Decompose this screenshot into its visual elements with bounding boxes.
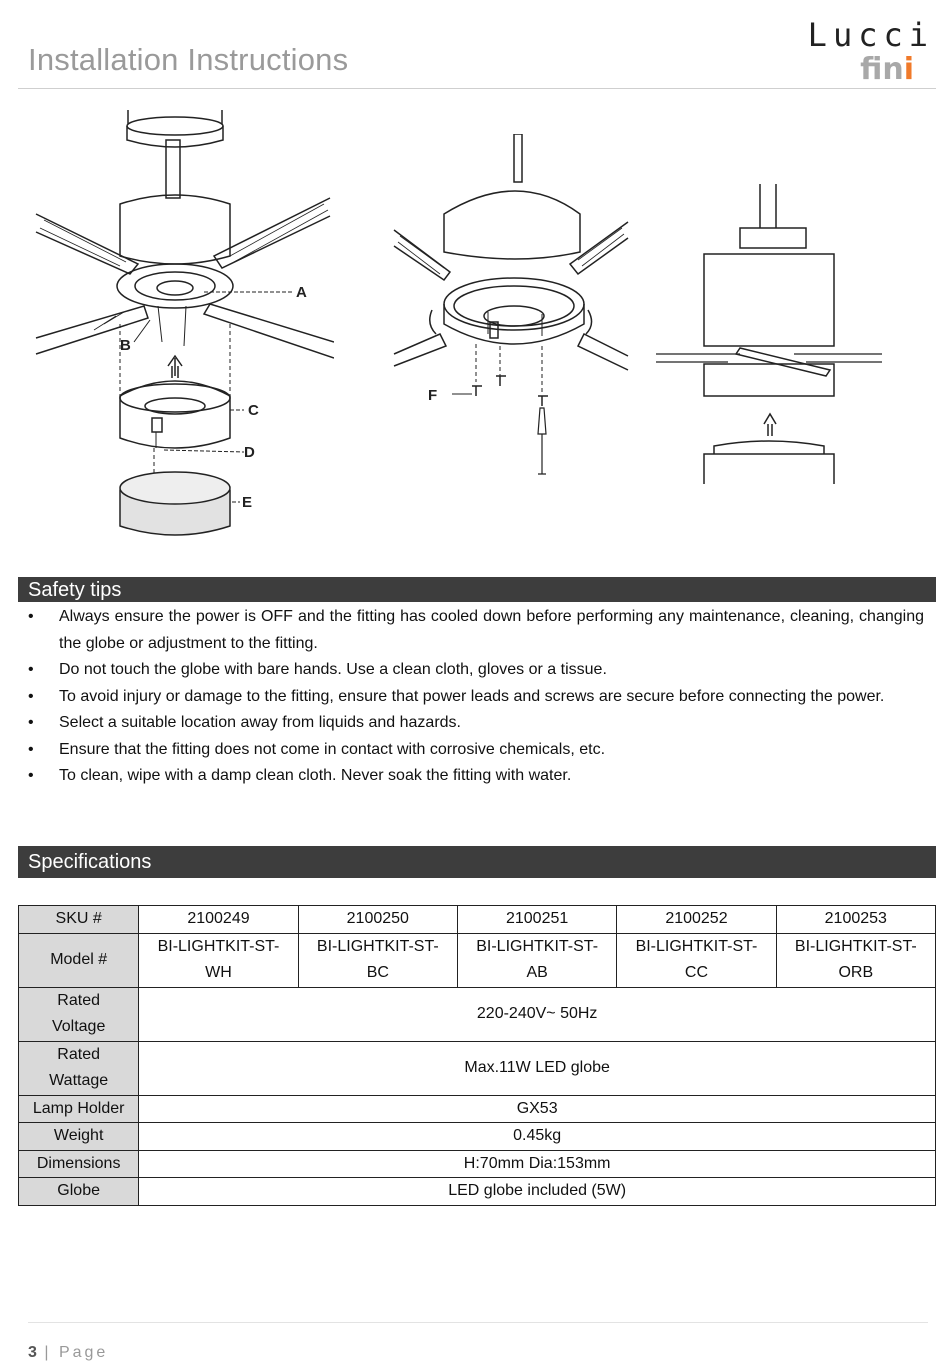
table-row xyxy=(19,933,936,987)
footer-divider xyxy=(28,1322,928,1323)
table-row xyxy=(19,906,936,934)
bullet: • xyxy=(28,714,34,731)
row-header-lamp-holder: Lamp Holder xyxy=(19,1095,139,1123)
installation-figures xyxy=(18,100,936,560)
table-row xyxy=(19,1041,936,1095)
table-cell: BI-LIGHTKIT-ST- CC xyxy=(617,933,776,987)
table-row xyxy=(19,987,936,1041)
list-item: • To clean, wipe with a damp clean cloth. Never soak the fitting with water. xyxy=(18,763,924,790)
bullet: • xyxy=(28,740,34,758)
table-cell: BI-LIGHTKIT-ST- AB xyxy=(457,933,616,987)
table-cell: BI-LIGHTKIT-ST- BC xyxy=(298,933,457,987)
logo-wordmark-top: Lucci xyxy=(807,16,934,54)
bullet: • xyxy=(28,767,34,784)
row-header-sku: SKU # xyxy=(19,906,139,934)
label-f: F xyxy=(428,387,438,404)
table-cell: BI-LIGHTKIT-ST- WH xyxy=(139,933,298,987)
label-a: A xyxy=(296,284,307,301)
row-header-dimensions: Dimensions xyxy=(19,1150,139,1178)
label-d: D xyxy=(244,444,255,461)
table-cell: LED globe included (5W) xyxy=(139,1178,936,1206)
bullet: • xyxy=(28,687,34,705)
row-header-model: Model # xyxy=(19,933,139,987)
table-row xyxy=(19,1178,936,1206)
table-cell: Max.11W LED globe xyxy=(139,1041,936,1095)
logo-wordmark-bottom: fini xyxy=(860,52,914,87)
fan-screw-diagram xyxy=(392,134,632,494)
page-header xyxy=(18,0,936,89)
row-header-wattage: Rated Wattage xyxy=(19,1041,139,1095)
row-header-weight: Weight xyxy=(19,1123,139,1151)
row-header-globe: Globe xyxy=(19,1178,139,1206)
page-word: Page xyxy=(58,1344,109,1361)
table-cell: 2100252 xyxy=(617,906,776,934)
table-cell: BI-LIGHTKIT-ST- ORB xyxy=(776,933,935,987)
list-item: • To avoid injury or damage to the fitting, ensure that power leads and screws are secure before connecting the power. xyxy=(18,684,924,711)
table-cell: 2100251 xyxy=(457,906,616,934)
table-cell: 2100249 xyxy=(139,906,298,934)
table-cell: 2100250 xyxy=(298,906,457,934)
page-footer: 3 | Page xyxy=(28,1344,109,1361)
row-header-voltage: Rated Voltage xyxy=(19,987,139,1041)
table-row xyxy=(19,1095,936,1123)
table-cell: 220-240V~ 50Hz xyxy=(139,987,936,1041)
bullet: • xyxy=(28,608,34,625)
safety-tips-heading: Safety tips xyxy=(18,577,936,602)
table-cell: 2100253 xyxy=(776,906,935,934)
label-e: E xyxy=(242,494,253,511)
table-cell: H:70mm Dia:153mm xyxy=(139,1150,936,1178)
safety-tips-list xyxy=(18,604,924,790)
table-row xyxy=(19,1123,936,1151)
list-item: • Always ensure the power is OFF and the fitting has cooled down before performing any maintenance, cleaning, changing the globe or adjustment to the fitting. xyxy=(18,604,924,657)
label-c: C xyxy=(248,402,259,419)
fan-exploded-diagram xyxy=(34,106,334,546)
specifications-table xyxy=(18,905,936,1206)
page-number: 3 xyxy=(28,1344,37,1361)
specifications-heading: Specifications xyxy=(18,846,936,878)
list-item: • Do not touch the globe with bare hands. Use a clean cloth, gloves or a tissue. xyxy=(18,657,924,684)
table-row xyxy=(19,1150,936,1178)
bullet: • xyxy=(28,661,34,678)
fan-side-view-diagram xyxy=(656,184,886,484)
label-b: B xyxy=(120,337,131,354)
list-item: • Select a suitable location away from liquids and hazards. xyxy=(18,710,924,737)
table-cell: 0.45kg xyxy=(139,1123,936,1151)
list-item: • Ensure that the fitting does not come in contact with corrosive chemicals, etc. xyxy=(18,737,924,764)
page-title: Installation Instructions xyxy=(28,42,349,77)
brand-logo xyxy=(807,14,934,87)
table-cell: GX53 xyxy=(139,1095,936,1123)
